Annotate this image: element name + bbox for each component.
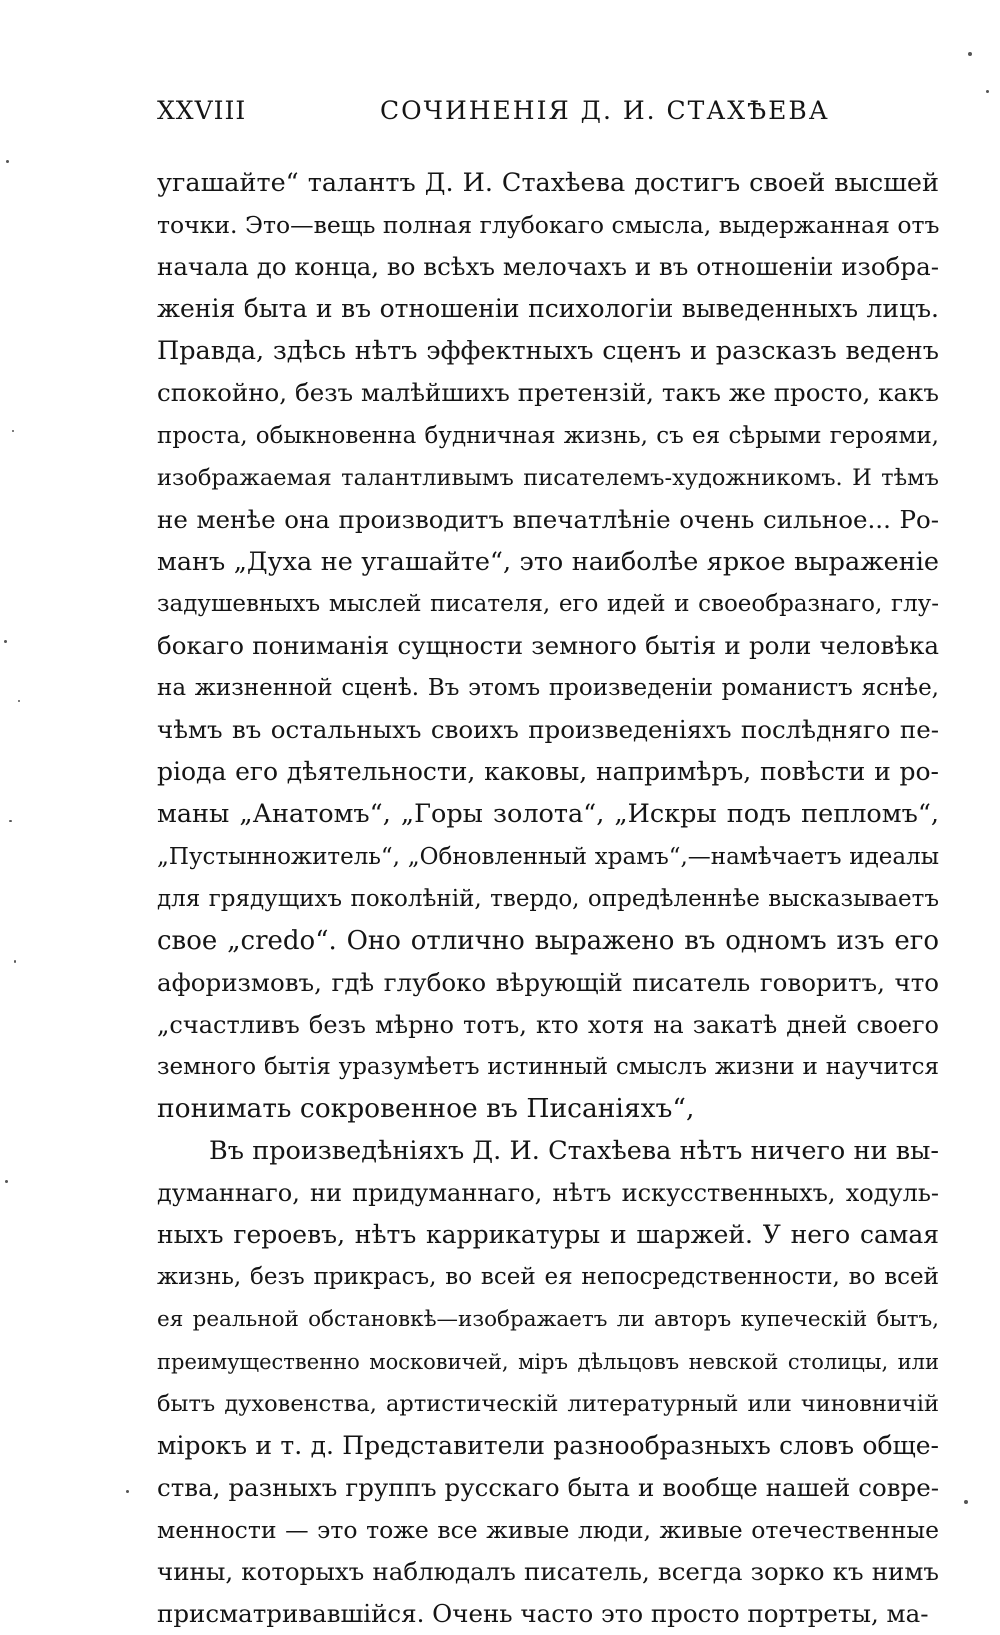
text-line: „Пустынножитель“, „Обновленный храмъ“,—намѣчаетъ идеалы [157, 843, 939, 870]
text-line: ріода его дѣятельности, каковы, напримѣръ, повѣсти и ро- [157, 757, 939, 787]
text-line: точки. Это—вещь полная глубокаго смысла, выдержанная отъ [157, 211, 939, 240]
text-line: манъ „Духа не угашайте“, это наиболѣе яркое выраженіе [157, 546, 939, 577]
text-line: менности — это тоже все живые люди, живые отечественные [157, 1516, 939, 1544]
text-line: на жизненной сценѣ. Въ этомъ произведеніи романистъ яснѣе, [157, 675, 939, 702]
text-line: не менѣе она производитъ впечатлѣніе очень сильное... Ро- [157, 504, 939, 534]
text-line: присматривавшійся. Очень часто это просто портреты, ма- [157, 1599, 929, 1629]
scan-speckle [14, 960, 16, 963]
scan-speckle [5, 1180, 8, 1183]
text-line: изображаемая талантливымъ писателемъ-художникомъ. И тѣмъ [157, 464, 939, 491]
text-line: чѣмъ въ остальныхъ своихъ произведеніяхъ послѣдняго пе- [157, 715, 939, 745]
scan-speckle [6, 160, 9, 163]
page-header [157, 96, 935, 136]
text-line: начала до конца, во всѣхъ мелочахъ и въ отношеніи изобра- [157, 252, 939, 282]
text-line: земного бытія уразумѣетъ истинный смыслъ жизни и научится [157, 1053, 939, 1080]
text-line: жизнь, безъ прикрасъ, во всей ея непосредственности, во всей [157, 1264, 939, 1291]
text-line: бокаго пониманія сущности земного бытія и роли человѣка [157, 631, 939, 661]
scan-speckle [18, 700, 20, 702]
body-text [157, 162, 939, 1635]
text-line: ныхъ героевъ, нѣтъ каррикатуры и шаржей. У него самая [157, 1220, 939, 1250]
text-line: думаннаго, ни придуманнаго, нѣтъ искусственныхъ, ходуль- [157, 1179, 939, 1208]
scan-speckle [968, 52, 972, 56]
text-line: чины, которыхъ наблюдалъ писатель, всегда зорко къ нимъ [157, 1557, 939, 1587]
text-line: задушевныхъ мыслей писателя, его идей и своеобразнаго, глу- [157, 590, 939, 617]
page-number: XXVIII [157, 96, 247, 125]
text-line: „счастливъ безъ мѣрно тотъ, кто хотя на закатѣ дней своего [157, 1010, 939, 1039]
scan-speckle [12, 430, 14, 432]
running-title: СОЧИНЕНІЯ Д. И. СТАХѢЕВА [380, 96, 830, 125]
text-line: ства, разныхъ группъ русскаго быта и вообще нашей совре- [157, 1472, 939, 1502]
text-line: афоризмовъ, гдѣ глубоко вѣрующій писатель говоритъ, что [157, 967, 939, 997]
text-line: проста, обыкновенна будничная жизнь, съ ея сѣрыми героями, [157, 422, 939, 449]
scan-speckle [986, 90, 989, 93]
scan-speckle [964, 1500, 968, 1504]
text-line: Въ произведѣніяхъ Д. И. Стахѣева нѣтъ ничего ни вы- [209, 1136, 939, 1167]
text-line: бытъ духовенства, артистическій литературный или чиновничій [157, 1390, 939, 1417]
text-line: ея реальной обстановкѣ—изображаетъ ли авторъ купеческій бытъ, [157, 1306, 939, 1332]
text-line: понимать сокровенное въ Писаніяхъ“, [157, 1093, 695, 1125]
text-line: для грядущихъ поколѣній, твердо, опредѣленнѣе высказываетъ [157, 885, 939, 912]
text-line: свое „credo“. Оно отлично выражено въ одномъ изъ его [157, 925, 939, 956]
text-line: маны „Анатомъ“, „Горы золота“, „Искры подъ пепломъ“, [157, 799, 939, 830]
scan-speckle [126, 1490, 129, 1493]
scan-speckle [9, 820, 12, 822]
text-line: мірокъ и т. д. Представители разнообразныхъ словъ обще- [157, 1430, 939, 1460]
text-line: преимущественно московичей, міръ дѣльцовъ невской столицы, или [157, 1349, 939, 1374]
text-line: женія быта и въ отношеніи психологіи выведенныхъ лицъ. [157, 294, 939, 324]
text-line: спокойно, безъ малѣйшихъ претензій, такъ же просто, какъ [157, 378, 939, 408]
text-line: угашайте“ талантъ Д. И. Стахѣева достигъ своей высшей [157, 168, 939, 198]
text-line: Правда, здѣсь нѣтъ эффектныхъ сценъ и разсказъ веденъ [157, 336, 939, 367]
scan-speckle [4, 640, 7, 643]
